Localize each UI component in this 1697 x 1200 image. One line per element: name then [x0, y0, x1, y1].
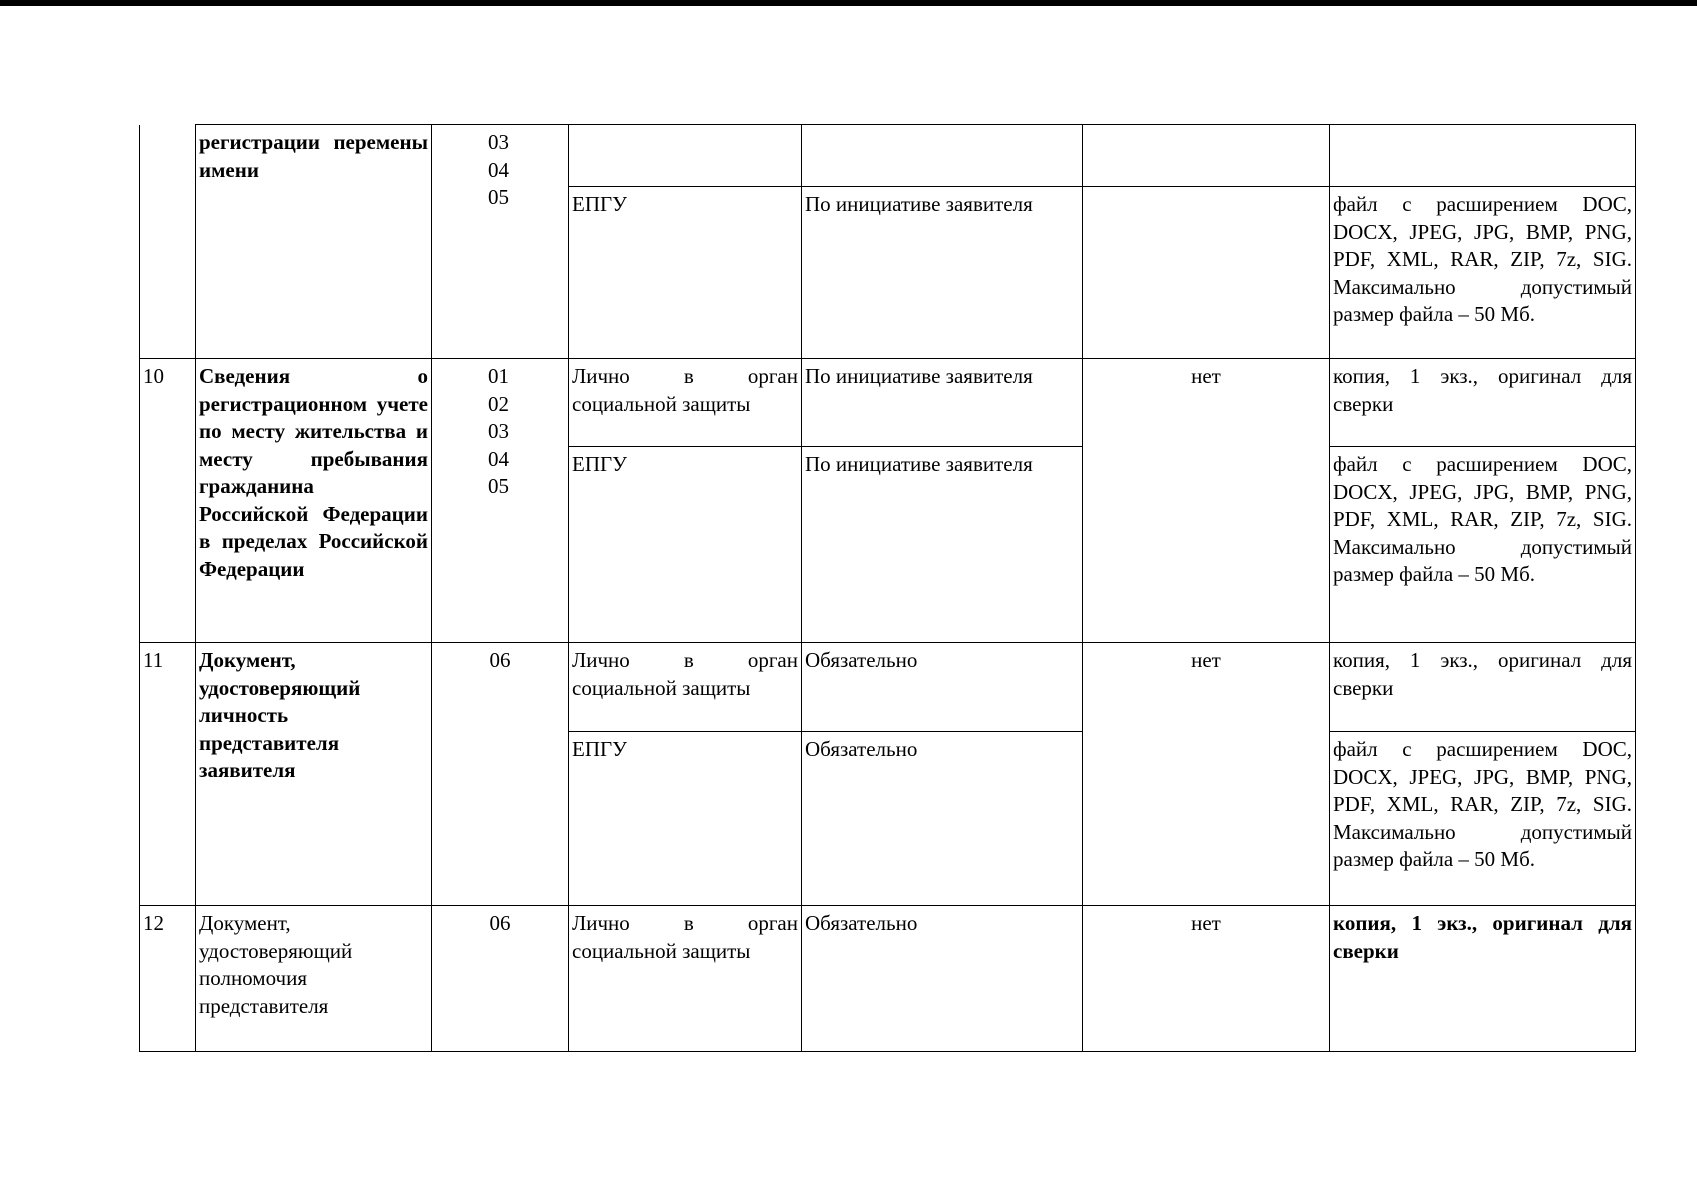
table-row [140, 125, 1636, 187]
category-codes [432, 906, 569, 1052]
document-name: Документ, удостоверяющий полномочия представителя [196, 906, 432, 1052]
category-code: 05 [488, 474, 509, 498]
documents-table [139, 124, 1636, 1052]
submission-basis: Обязательно [802, 643, 1083, 732]
document-form: копия, 1 экз., оригинал для сверки [1330, 359, 1636, 447]
submission-basis: Обязательно [802, 732, 1083, 906]
submission-method: Лично в орган социальной защиты [569, 643, 802, 732]
category-code: 02 [488, 391, 509, 416]
category-code: 05 [488, 185, 509, 209]
row-number: 10 [140, 359, 196, 643]
submission-method: Лично в орган социальной защиты [569, 906, 802, 1052]
submission-method [569, 125, 802, 187]
document-form [1330, 125, 1636, 187]
submission-basis: По инициативе заявителя [802, 187, 1083, 359]
document-name: регистрации перемены имени [196, 125, 432, 359]
fee [1083, 125, 1330, 187]
document-form: файл с расширением DOC, DOCX, JPEG, JPG, BMP, PNG, PDF, XML, RAR, ZIP, 7z, SIG. Максимально допустимый размер файла – 50 Мб. [1330, 732, 1636, 906]
table-row [140, 643, 1636, 732]
category-code: 06 [489, 648, 511, 672]
category-code: 03 [488, 419, 509, 443]
category-code: 04 [488, 157, 509, 182]
fee: нет [1083, 906, 1330, 1052]
fee: нет [1083, 359, 1330, 643]
document-form: файл с расширением DOC, DOCX, JPEG, JPG, BMP, PNG, PDF, XML, RAR, ZIP, 7z, SIG. Максимально допустимый размер файла – 50 Мб. [1330, 187, 1636, 359]
category-code: 01 [488, 364, 509, 388]
row-number: 12 [140, 906, 196, 1052]
table-row [140, 906, 1636, 1052]
fee [1083, 187, 1330, 359]
table-row [140, 359, 1636, 447]
submission-basis: По инициативе заявителя [802, 447, 1083, 643]
submission-method: ЕПГУ [569, 732, 802, 906]
category-code: 04 [488, 446, 509, 471]
document-form: копия, 1 экз., оригинал для сверки [1330, 643, 1636, 732]
category-code: 03 [488, 130, 509, 154]
category-codes [432, 643, 569, 906]
submission-basis: По инициативе заявителя [802, 359, 1083, 447]
fee: нет [1083, 643, 1330, 906]
row-number [140, 125, 196, 359]
document-name: Сведения о регистрационном учете по месту жительства и месту пребывания гражданина Российской Федерации в пределах Российской Федерации [196, 359, 432, 643]
top-border-line [0, 0, 1697, 6]
document-form: копия, 1 экз., оригинал для сверки [1330, 906, 1636, 1052]
row-number: 11 [140, 643, 196, 906]
submission-basis: Обязательно [802, 906, 1083, 1052]
category-codes [432, 359, 569, 643]
submission-basis [802, 125, 1083, 187]
submission-method: Лично в орган социальной защиты [569, 359, 802, 447]
document-name: Документ, удостоверяющий личность представителя заявителя [196, 643, 432, 906]
document-form: файл с расширением DOC, DOCX, JPEG, JPG, BMP, PNG, PDF, XML, RAR, ZIP, 7z, SIG. Максимально допустимый размер файла – 50 Мб. [1330, 447, 1636, 643]
submission-method: ЕПГУ [569, 447, 802, 643]
category-code: 06 [489, 911, 511, 935]
submission-method: ЕПГУ [569, 187, 802, 359]
category-codes [432, 125, 569, 359]
